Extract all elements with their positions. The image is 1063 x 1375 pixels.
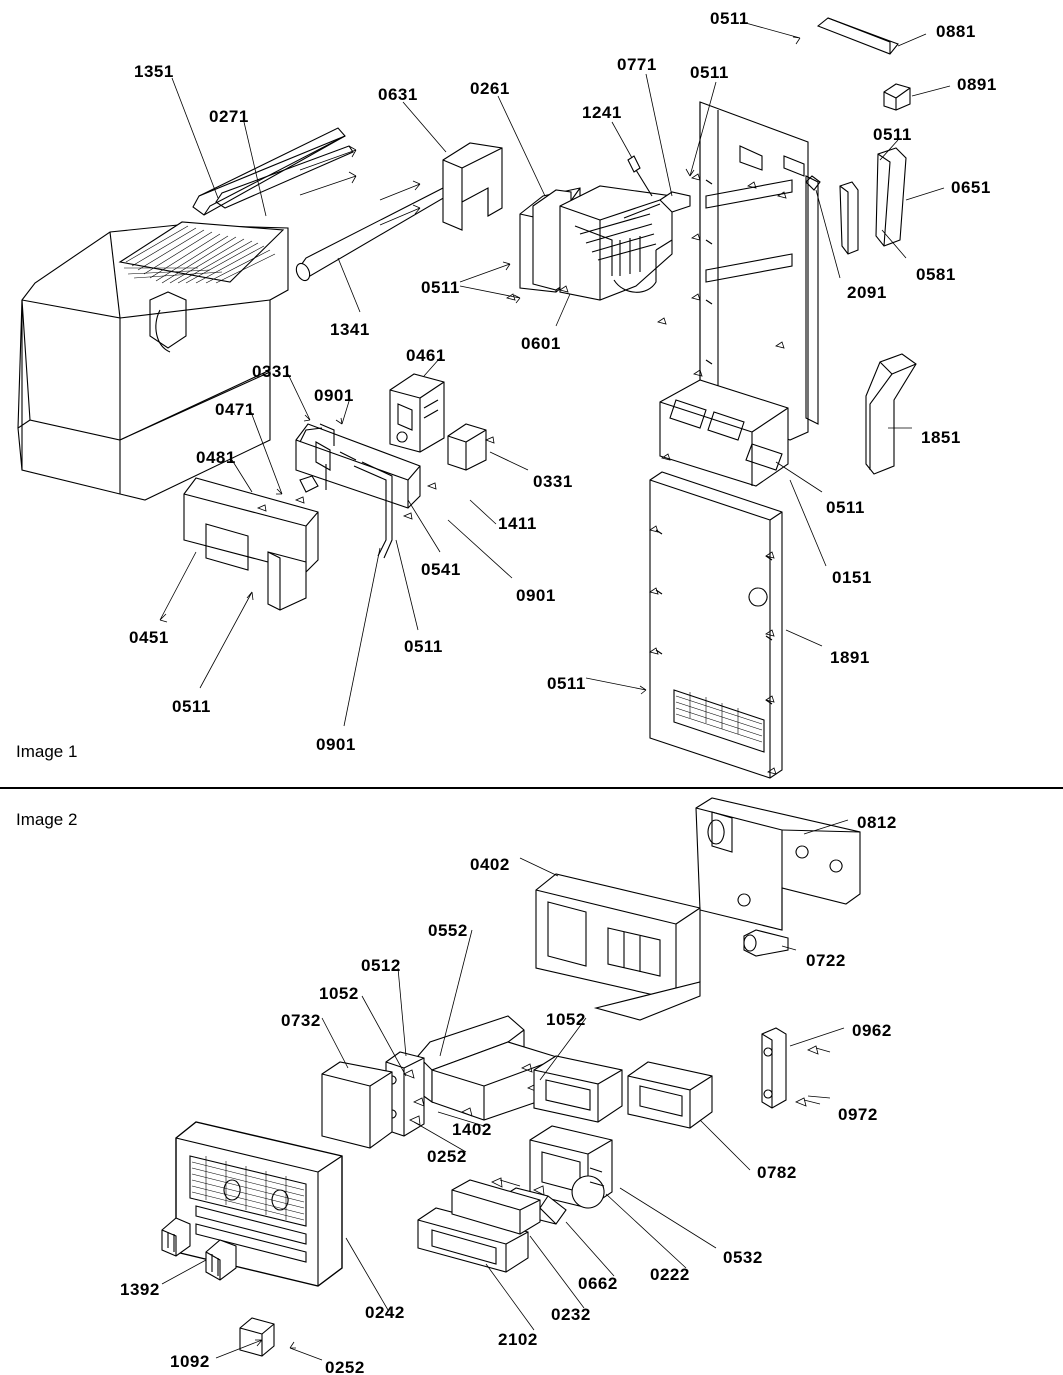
- callout-1241: 1241: [582, 103, 622, 122]
- callout-0881: 0881: [936, 22, 976, 41]
- callout-2102: 2102: [498, 1330, 538, 1349]
- callout-0252: 0252: [427, 1147, 467, 1166]
- part-0722-pin: [744, 930, 788, 956]
- callout-0782: 0782: [757, 1163, 797, 1182]
- callout-2091: 2091: [847, 283, 887, 302]
- part-0271-rail: [216, 146, 353, 208]
- callout-0511: 0511: [421, 278, 460, 297]
- part-0881-rail: [818, 18, 898, 54]
- panel2-label: Image 2: [16, 810, 78, 829]
- callout-1392: 1392: [120, 1280, 160, 1299]
- part-0651-strip: [876, 148, 906, 246]
- callout-0732: 0732: [281, 1011, 321, 1030]
- callout-0771: 0771: [617, 55, 657, 74]
- part-0732-block: [322, 1062, 392, 1148]
- callout-0901: 0901: [516, 586, 556, 605]
- callout-0962: 0962: [852, 1021, 892, 1040]
- callout-0461: 0461: [406, 346, 446, 365]
- callout-0511: 0511: [826, 498, 865, 517]
- panel1-label: Image 1: [16, 742, 78, 761]
- part-1851-handle: [866, 354, 916, 474]
- callout-0151: 0151: [832, 568, 872, 587]
- part-1092-clip: [240, 1318, 274, 1356]
- callout-0451: 0451: [129, 628, 169, 647]
- part-0581-bracket: [840, 182, 858, 254]
- callout-0222: 0222: [650, 1265, 690, 1284]
- callout-0511: 0511: [873, 125, 912, 144]
- callout-0891: 0891: [957, 75, 997, 94]
- part-0242-grille: [176, 1122, 342, 1286]
- callout-0232: 0232: [551, 1305, 591, 1324]
- callout-0331: 0331: [252, 362, 292, 381]
- callout-0471: 0471: [215, 400, 255, 419]
- part-0782-lens: [628, 1062, 712, 1128]
- callout-0631: 0631: [378, 85, 418, 104]
- callout-0511: 0511: [547, 674, 586, 693]
- callout-1351: 1351: [134, 62, 174, 81]
- part-0481-box: [184, 478, 318, 610]
- callout-1411: 1411: [498, 514, 537, 533]
- part-1341-rod: [294, 186, 452, 283]
- callout-0601: 0601: [521, 334, 561, 353]
- callout-1052: 1052: [319, 984, 359, 1003]
- part-0891-block: [884, 84, 910, 110]
- callout-1402: 1402: [452, 1120, 492, 1139]
- callout-1052: 1052: [546, 1010, 586, 1029]
- callout-0271: 0271: [209, 107, 249, 126]
- callout-0261: 0261: [470, 79, 510, 98]
- callout-0511: 0511: [404, 637, 443, 656]
- callout-0481: 0481: [196, 448, 236, 467]
- part-0631-bracket: [443, 143, 502, 230]
- callout-1851: 1851: [921, 428, 961, 447]
- part-1891-rear-panel: [650, 472, 782, 778]
- callout-0532: 0532: [723, 1248, 763, 1267]
- callout-0541: 0541: [421, 560, 461, 579]
- callout-0651: 0651: [951, 178, 991, 197]
- callout-1092: 1092: [170, 1352, 210, 1371]
- callout-0581: 0581: [916, 265, 956, 284]
- callout-0511: 0511: [690, 63, 729, 82]
- part-0402-housing: [536, 874, 700, 1020]
- part-cabinet-body: [18, 222, 288, 500]
- part-0601-icemaker-body: [560, 186, 672, 300]
- callout-1341: 1341: [330, 320, 370, 339]
- callout-0511: 0511: [172, 697, 211, 716]
- callout-0901: 0901: [314, 386, 354, 405]
- callout-0552: 0552: [428, 921, 468, 940]
- part-0331-connector: [448, 424, 486, 470]
- callout-0722: 0722: [806, 951, 846, 970]
- panel-divider: [0, 787, 1063, 789]
- callout-0242: 0242: [365, 1303, 405, 1322]
- part-0532-lamp: [534, 1056, 622, 1122]
- callout-0331: 0331: [533, 472, 573, 491]
- part-0972-screws: [796, 1046, 830, 1106]
- callout-0511: 0511: [710, 9, 749, 28]
- callout-0901: 0901: [316, 735, 356, 754]
- callout-0512: 0512: [361, 956, 401, 975]
- callout-0662: 0662: [578, 1274, 618, 1293]
- callout-0812: 0812: [857, 813, 897, 832]
- part-0812-bracket: [696, 798, 860, 930]
- part-0962-strip: [762, 1028, 786, 1108]
- callout-0972: 0972: [838, 1105, 878, 1124]
- callout-0402: 0402: [470, 855, 510, 874]
- part-0461-control-box: [390, 374, 444, 452]
- callout-1891: 1891: [830, 648, 870, 667]
- callout-0252: 0252: [325, 1358, 365, 1375]
